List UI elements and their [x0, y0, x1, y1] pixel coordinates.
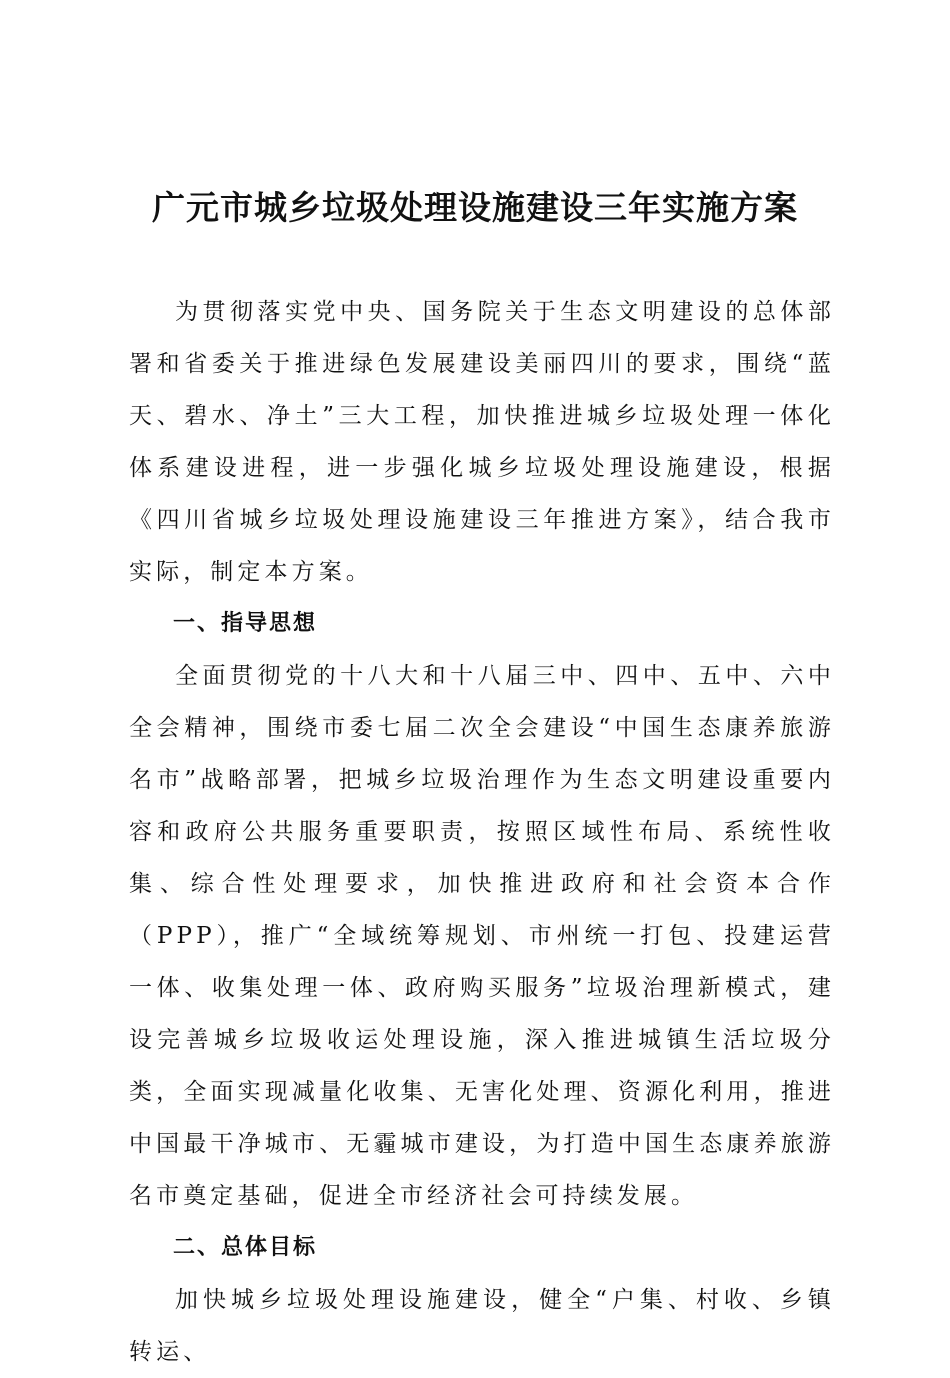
document-title: 广元市城乡垃圾处理设施建设三年实施方案	[152, 188, 798, 227]
guiding-ideology-paragraph: 全面贯彻党的十八大和十八届三中、四中、五中、六中全会精神，围绕市委七届二次全会建设“中国生态康养旅游名市”战略部署，把城乡垃圾治理作为生态文明建设重要内容和政府公共服务重要职责，按照区域性布局、系统性收集、综合性处理要求，加快推进政府和社会资本合作（PPP），推广“全域统筹规划、市州统一打包、投建运营一体、收集处理一体、政府购买服务”垃圾治理新模式，建设完善城乡垃圾收运处理设施，深入推进城镇生活垃圾分类，全面实现减量化收集、无害化处理、资源化利用，推进中国最干净城市、无霾城市建设，为打造中国生态康养旅游名市奠定基础，促进全市经济社会可持续发展。	[129, 663, 835, 1209]
section-heading-overall-goals: 二、总体目标	[173, 1235, 318, 1260]
document-body	[129, 286, 835, 1378]
intro-paragraph: 为贯彻落实党中央、国务院关于生态文明建设的总体部署和省委关于推进绿色发展建设美丽四川的要求，围绕“蓝天、碧水、净土”三大工程，加快推进城乡垃圾处理一体化体系建设进程，进一步强化城乡垃圾处理设施建设，根据《四川省城乡垃圾处理设施建设三年推进方案》，结合我市实际，制定本方案。	[129, 299, 835, 585]
overall-goals-paragraph: 加快城乡垃圾处理设施建设，健全“户集、村收、乡镇转运、	[129, 1287, 835, 1365]
section-heading-guiding-ideology: 一、指导思想	[173, 611, 318, 636]
